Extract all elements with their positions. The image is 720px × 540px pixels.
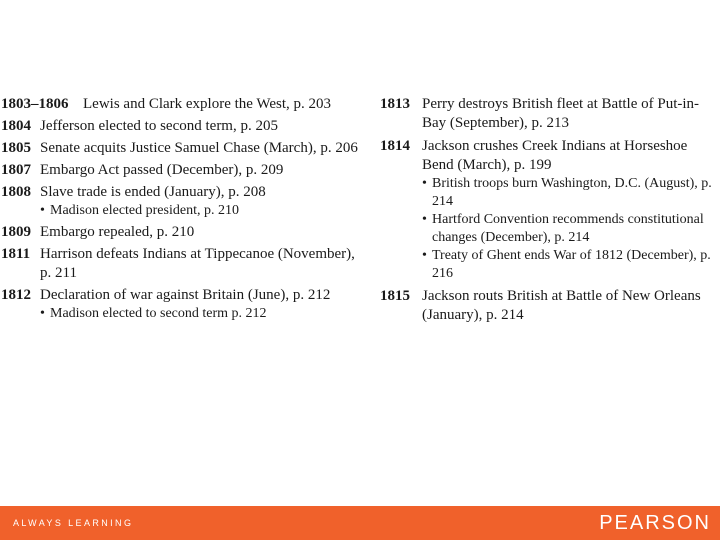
entry-text: Jackson routs British at Battle of New Orleans (January), p. 214 xyxy=(422,288,701,323)
bullet-icon: • xyxy=(40,306,45,321)
timeline-entry xyxy=(1,161,361,180)
bullet-icon: • xyxy=(40,203,45,218)
pearson-logo: PEARSON xyxy=(599,512,711,534)
entry-year: 1805 xyxy=(1,140,31,156)
entry-text: Slave trade is ended (January), p. 208 xyxy=(40,184,266,200)
entry-subitem xyxy=(380,247,718,283)
entry-year: 1807 xyxy=(1,162,31,178)
entry-year: 1804 xyxy=(1,118,31,134)
entry-text: Senate acquits Justice Samuel Chase (March), p. 206 xyxy=(40,140,358,156)
entry-text: Jackson crushes Creek Indians at Horseshoe Bend (March), p. 199 xyxy=(422,138,688,173)
timeline-entry xyxy=(380,287,718,325)
timeline-entry xyxy=(1,223,361,242)
entry-year: 1809 xyxy=(1,224,31,240)
bullet-icon: • xyxy=(422,176,427,191)
timeline-entry xyxy=(380,95,718,133)
entry-year: 1814 xyxy=(380,138,410,154)
timeline-entry xyxy=(1,117,361,136)
entry-text: Jefferson elected to second term, p. 205 xyxy=(40,118,278,134)
footer-bar xyxy=(0,506,720,540)
bullet-icon: • xyxy=(422,248,427,263)
subitem-text: Madison elected president, p. 210 xyxy=(50,203,239,218)
entry-year: 1811 xyxy=(1,246,31,262)
entry-subitem xyxy=(380,211,718,247)
subitem-text: Treaty of Ghent ends War of 1812 (December), p. 216 xyxy=(432,248,711,281)
entry-text: Perry destroys British fleet at Battle of Put-in-Bay (September), p. 213 xyxy=(422,96,700,131)
subitem-text: Hartford Convention recommends constitutional changes (December), p. 214 xyxy=(432,212,704,245)
timeline-left-column xyxy=(1,95,361,323)
entry-year: 1803–1806 xyxy=(1,96,69,112)
subitem-text: Madison elected to second term p. 212 xyxy=(50,306,267,321)
entry-text: Declaration of war against Britain (June), p. 212 xyxy=(40,287,331,303)
timeline-entry xyxy=(1,286,361,323)
entry-year: 1812 xyxy=(1,287,31,303)
entry-subitem xyxy=(1,305,361,323)
entry-subitem xyxy=(380,175,718,211)
entry-text: Harrison defeats Indians at Tippecanoe (November), p. 211 xyxy=(40,246,355,281)
timeline-entry xyxy=(1,245,361,283)
entry-subitem xyxy=(1,202,361,220)
entry-text: Embargo Act passed (December), p. 209 xyxy=(40,162,284,178)
timeline-entry xyxy=(1,95,361,114)
bullet-icon: • xyxy=(422,212,427,227)
entry-year: 1813 xyxy=(380,96,410,112)
entry-year: 1815 xyxy=(380,288,410,304)
timeline-right-column xyxy=(380,95,718,325)
entry-text: Lewis and Clark explore the West, p. 203 xyxy=(83,96,332,112)
timeline-entry xyxy=(1,139,361,158)
entry-year: 1808 xyxy=(1,184,31,200)
timeline-entry xyxy=(1,183,361,220)
subitem-text: British troops burn Washington, D.C. (August), p. 214 xyxy=(432,176,712,209)
always-learning-tagline: ALWAYS LEARNING xyxy=(13,518,134,528)
timeline-entry xyxy=(380,137,718,283)
entry-text: Embargo repealed, p. 210 xyxy=(40,224,195,240)
